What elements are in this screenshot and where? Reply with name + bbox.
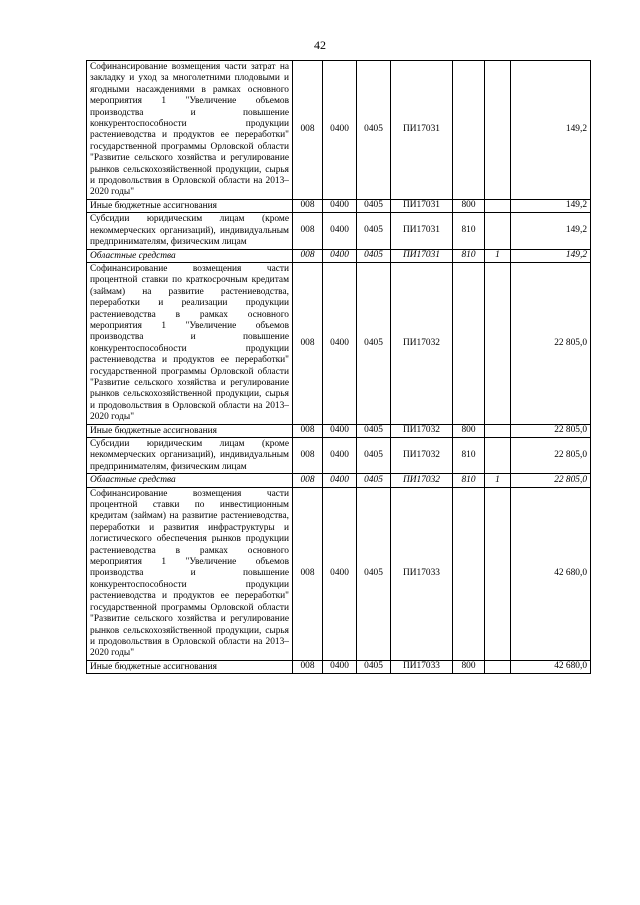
- target-article-cell: ПИ17031: [391, 249, 453, 262]
- target-article-cell: ПИ17032: [391, 474, 453, 487]
- table-row: [87, 474, 591, 487]
- section-code-cell: 0400: [323, 474, 357, 487]
- table-row: [87, 199, 591, 212]
- table-row: [87, 660, 591, 673]
- funding-source-cell: [485, 213, 511, 249]
- ministry-code-cell: 008: [293, 660, 323, 673]
- expense-type-cell: 810: [453, 474, 485, 487]
- ministry-code-cell: 008: [293, 262, 323, 424]
- table-row: [87, 61, 591, 200]
- expense-type-cell: 810: [453, 213, 485, 249]
- expense-type-cell: 810: [453, 438, 485, 474]
- expense-type-cell: 810: [453, 249, 485, 262]
- target-article-cell: ПИ17032: [391, 438, 453, 474]
- funding-source-cell: [485, 61, 511, 200]
- section-code-cell: 0400: [323, 199, 357, 212]
- expense-type-cell: 800: [453, 199, 485, 212]
- ministry-code-cell: 008: [293, 438, 323, 474]
- funding-source-cell: [485, 487, 511, 660]
- subsection-code-cell: 0405: [357, 249, 391, 262]
- funding-source-cell: [485, 199, 511, 212]
- section-code-cell: 0400: [323, 424, 357, 437]
- subsection-code-cell: 0405: [357, 660, 391, 673]
- section-code-cell: 0400: [323, 213, 357, 249]
- funding-source-cell: 1: [485, 249, 511, 262]
- amount-cell: 42 680,0: [511, 660, 591, 673]
- target-article-cell: ПИ17031: [391, 61, 453, 200]
- ministry-code-cell: 008: [293, 213, 323, 249]
- row-name-cell: Субсидии юридическим лицам (кроме некоммерческих организаций), индивидуальным предпринимателям, физическим лицам: [87, 438, 293, 474]
- amount-cell: 22 805,0: [511, 424, 591, 437]
- section-code-cell: 0400: [323, 262, 357, 424]
- table-row: [87, 262, 591, 424]
- ministry-code-cell: 008: [293, 61, 323, 200]
- subsection-code-cell: 0405: [357, 438, 391, 474]
- page-number: 42: [314, 38, 326, 52]
- ministry-code-cell: 008: [293, 424, 323, 437]
- target-article-cell: ПИ17032: [391, 424, 453, 437]
- amount-cell: 149,2: [511, 61, 591, 200]
- subsection-code-cell: 0405: [357, 487, 391, 660]
- table-row: [87, 487, 591, 660]
- table-row: [87, 424, 591, 437]
- row-name-cell: Областные средства: [87, 249, 293, 262]
- row-name-cell: Иные бюджетные ассигнования: [87, 199, 293, 212]
- table-body: [87, 61, 591, 674]
- row-name-cell: Софинансирование возмещения части процентной ставки по инвестиционным кредитам (займам) на развитие растениеводства, переработки и развития инфраструктуры и логистического обеспечения рынков продукции растениеводства в рамках основного мероприятия 1 "Увеличение объемов производства и повышение конкурентоспособности продукции растениеводства и продуктов ее переработки" государственной программы Орловской области "Развитие сельского хозяйства и регулирование рынков сельскохозяйственной продукции, сырья и продовольствия в Орловской области на 2013–2020 годы": [87, 487, 293, 660]
- funding-source-cell: [485, 424, 511, 437]
- target-article-cell: ПИ17033: [391, 660, 453, 673]
- funding-source-cell: [485, 438, 511, 474]
- subsection-code-cell: 0405: [357, 213, 391, 249]
- subsection-code-cell: 0405: [357, 61, 391, 200]
- amount-cell: 42 680,0: [511, 487, 591, 660]
- expense-type-cell: 800: [453, 660, 485, 673]
- amount-cell: 22 805,0: [511, 438, 591, 474]
- section-code-cell: 0400: [323, 249, 357, 262]
- row-name-cell: Иные бюджетные ассигнования: [87, 660, 293, 673]
- funding-source-cell: [485, 262, 511, 424]
- amount-cell: 22 805,0: [511, 262, 591, 424]
- row-name-cell: Софинансирование возмещения части затрат на закладку и уход за многолетними плодовыми и ягодными насаждениями в рамках основного мероприятия 1 "Увеличение объемов производства и повышение конкурентоспособности продукции растениеводства и продуктов ее переработки" государственной программы Орловской области "Развитие сельского хозяйства и регулирование рынков сельскохозяйственной продукции, сырья и продовольствия в Орловской области на 2013–2020 годы": [87, 61, 293, 200]
- target-article-cell: ПИ17031: [391, 199, 453, 212]
- ministry-code-cell: 008: [293, 487, 323, 660]
- ministry-code-cell: 008: [293, 474, 323, 487]
- budget-table: [86, 60, 591, 674]
- section-code-cell: 0400: [323, 660, 357, 673]
- amount-cell: 149,2: [511, 199, 591, 212]
- row-name-cell: Областные средства: [87, 474, 293, 487]
- subsection-code-cell: 0405: [357, 474, 391, 487]
- target-article-cell: ПИ17031: [391, 213, 453, 249]
- amount-cell: 149,2: [511, 249, 591, 262]
- row-name-cell: Иные бюджетные ассигнования: [87, 424, 293, 437]
- expense-type-cell: [453, 262, 485, 424]
- funding-source-cell: [485, 660, 511, 673]
- subsection-code-cell: 0405: [357, 262, 391, 424]
- section-code-cell: 0400: [323, 61, 357, 200]
- expense-type-cell: [453, 61, 485, 200]
- row-name-cell: Субсидии юридическим лицам (кроме некоммерческих организаций), индивидуальным предпринимателям, физическим лицам: [87, 213, 293, 249]
- expense-type-cell: [453, 487, 485, 660]
- expense-type-cell: 800: [453, 424, 485, 437]
- section-code-cell: 0400: [323, 487, 357, 660]
- amount-cell: 22 805,0: [511, 474, 591, 487]
- section-code-cell: 0400: [323, 438, 357, 474]
- ministry-code-cell: 008: [293, 199, 323, 212]
- funding-source-cell: 1: [485, 474, 511, 487]
- table-row: [87, 213, 591, 249]
- subsection-code-cell: 0405: [357, 424, 391, 437]
- table-row: [87, 249, 591, 262]
- target-article-cell: ПИ17033: [391, 487, 453, 660]
- row-name-cell: Софинансирование возмещения части процентной ставки по краткосрочным кредитам (займам) на развитие растениеводства, переработки и реализации продукции растениеводства в рамках основного мероприятия 1 "Увеличение объемов производства и повышение конкурентоспособности продукции растениеводства и продуктов ее переработки" государственной программы Орловской области "Развитие сельского хозяйства и регулирование рынков сельскохозяйственной продукции, сырья и продовольствия в Орловской области на 2013–2020 годы": [87, 262, 293, 424]
- table-row: [87, 438, 591, 474]
- amount-cell: 149,2: [511, 213, 591, 249]
- ministry-code-cell: 008: [293, 249, 323, 262]
- subsection-code-cell: 0405: [357, 199, 391, 212]
- target-article-cell: ПИ17032: [391, 262, 453, 424]
